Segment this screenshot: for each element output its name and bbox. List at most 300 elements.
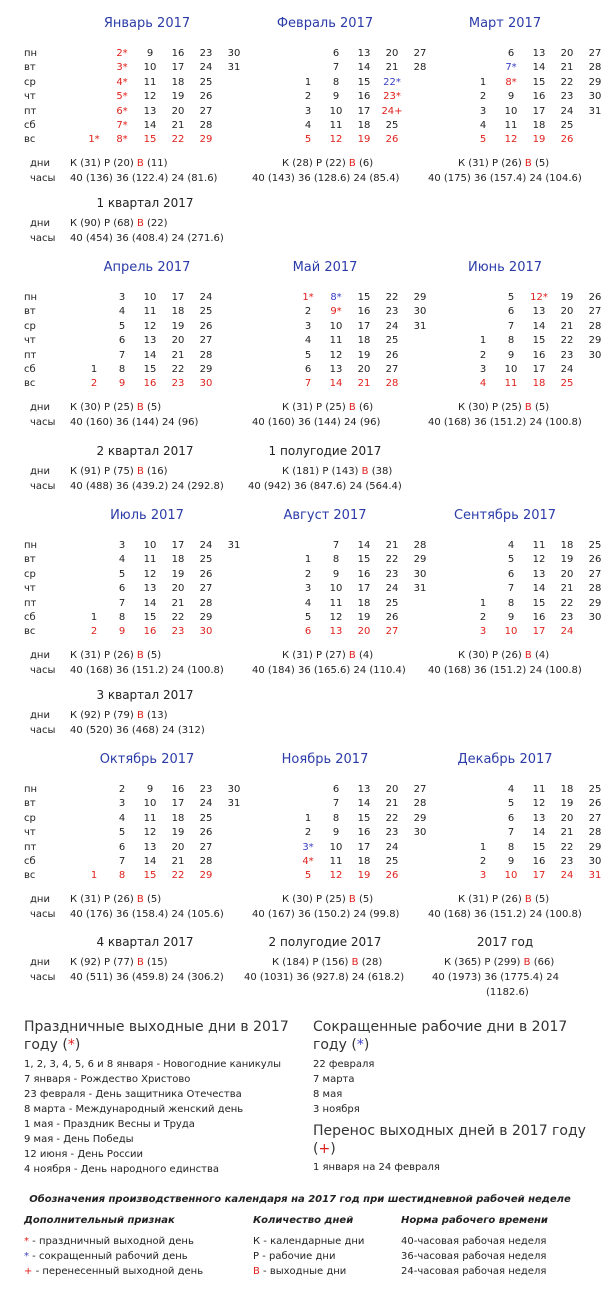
day-cell: 12 — [329, 349, 343, 361]
day-cell: 17 — [357, 841, 371, 853]
day-cell: 1 — [90, 363, 98, 375]
day-cell: 21 — [171, 119, 185, 131]
v-count: (22) — [147, 218, 168, 229]
month-hours-stat — [428, 907, 582, 922]
legend-item — [253, 1264, 364, 1279]
day-cell: 12 — [329, 611, 343, 623]
day-cell: 25 — [199, 306, 213, 318]
day-cell: 21 — [560, 320, 574, 332]
v-mark: В — [136, 650, 144, 661]
day-cell: 28 — [199, 119, 213, 131]
day-cell: 25 — [560, 119, 574, 131]
weekday-label: чт — [24, 91, 36, 103]
hours-values: 40 (143) 36 (128.6) 24 (85.4) — [252, 173, 400, 184]
month-hours-stat — [252, 171, 399, 186]
day-cell: 8* — [116, 134, 128, 146]
weekday-label: вс — [24, 378, 36, 390]
month-hours-stat — [252, 907, 399, 922]
day-cell: 2 — [90, 626, 98, 638]
day-cell: 21 — [171, 349, 185, 361]
holiday-item: 7 января - Рождество Христово — [24, 1074, 191, 1085]
day-cell: 13 — [532, 812, 546, 824]
month-title: Февраль 2017 — [276, 16, 374, 31]
p-count: Р (26) — [491, 650, 525, 661]
weekday-label: ср — [24, 568, 36, 580]
day-cell: 17 — [357, 105, 371, 117]
hours-values: 40 (176) 36 (158.4) 24 (105.6) — [70, 909, 224, 920]
day-cell: 25 — [588, 540, 602, 551]
day-cell: 23 — [171, 378, 185, 390]
holidays-list — [24, 1057, 281, 1177]
day-cell: 20 — [171, 105, 185, 117]
day-cell: 14 — [143, 349, 157, 361]
day-cell: 10 — [504, 105, 518, 117]
v-count: (15) — [147, 957, 168, 968]
weekday-label: пт — [24, 597, 37, 609]
v-mark: В — [348, 158, 356, 169]
year-hours — [432, 970, 559, 985]
day-cell: 14 — [143, 597, 157, 609]
day-cell: 24+ — [381, 105, 403, 117]
day-cell: 16 — [532, 349, 546, 361]
day-cell: 4* — [302, 855, 314, 867]
day-cell: 20 — [385, 48, 399, 59]
day-cell: 16 — [357, 827, 371, 839]
day-cell: 20 — [560, 568, 574, 580]
day-cell: 17 — [171, 540, 185, 551]
day-cell: 22 — [560, 335, 574, 347]
hours-values: 40 (168) 36 (151.2) 24 (100.8) — [428, 909, 582, 920]
hours-values: 40 (175) 36 (157.4) 24 (104.6) — [428, 173, 582, 184]
day-cell: 18 — [560, 784, 574, 795]
day-cell: 9 — [332, 827, 340, 839]
k-count: К (91) — [70, 466, 101, 477]
day-cell: 16 — [532, 611, 546, 623]
day-cell: 15 — [143, 134, 157, 146]
v-count: (28) — [361, 957, 383, 968]
h2-days — [272, 955, 382, 970]
weekday-label: сб — [24, 611, 36, 623]
legend-text: - перенесенный выходной день — [32, 1266, 204, 1277]
legend-item — [24, 1234, 203, 1249]
day-cell: 9 — [146, 784, 154, 795]
day-cell: 18 — [171, 306, 185, 318]
k-count: К (31) — [70, 650, 104, 661]
day-cell: 9 — [507, 611, 515, 623]
day-cell: 8 — [332, 554, 340, 566]
day-cell: 19 — [171, 827, 185, 839]
day-cell: 11 — [504, 378, 518, 390]
day-cell: 4 — [507, 784, 515, 795]
day-cell: 3 — [304, 320, 312, 332]
hours-values: (1182.6) — [486, 987, 529, 998]
v-count: (6) — [355, 402, 374, 413]
day-cell: 15 — [532, 841, 546, 853]
day-cell: 27 — [588, 48, 602, 59]
day-cell: 26 — [588, 554, 602, 566]
legend-text: 40-часовая рабочая неделя — [401, 1236, 547, 1247]
v-count: (5) — [531, 402, 550, 413]
day-cell: 8 — [507, 597, 515, 609]
day-cell: 30 — [199, 378, 213, 390]
k-count: К (31) — [282, 650, 316, 661]
k-count: К (92) — [70, 710, 101, 721]
day-cell: 22 — [385, 812, 399, 824]
day-cell: 23 — [560, 611, 574, 623]
day-cell: 11 — [143, 812, 157, 824]
day-cell: 3 — [118, 292, 126, 303]
hours-values: 40 (160) 36 (144) 24 (96) — [252, 417, 381, 428]
day-cell: 15 — [357, 292, 371, 303]
v-mark: В — [136, 957, 144, 968]
day-cell: 14 — [143, 119, 157, 131]
day-cell: 19 — [532, 134, 546, 146]
day-cell: 16 — [532, 855, 546, 867]
shortened-item: 7 марта — [313, 1074, 355, 1085]
v-count: (5) — [143, 402, 162, 413]
day-cell: 12 — [329, 134, 343, 146]
legend-text: - выходные дни — [259, 1266, 347, 1277]
days-label: дни — [30, 710, 50, 721]
day-cell: 15 — [357, 812, 371, 824]
hours-values: 40 (942) 36 (847.6) 24 (564.4) — [248, 481, 402, 492]
p-count: Р (26) — [103, 650, 137, 661]
day-cell: 6* — [116, 105, 128, 117]
day-cell: 28 — [588, 827, 602, 839]
day-cell: 16 — [143, 378, 157, 390]
hours-values: 40 (184) 36 (165.6) 24 (110.4) — [252, 665, 406, 676]
v-count: (6) — [355, 158, 374, 169]
day-cell: 18 — [171, 812, 185, 824]
day-cell: 5 — [118, 568, 126, 580]
day-cell: 18 — [560, 540, 574, 551]
day-cell: 27 — [199, 841, 213, 853]
v-count: (4) — [355, 650, 374, 661]
day-cell: 16 — [171, 784, 185, 795]
day-cell: 14 — [532, 62, 546, 74]
day-cell: 22 — [171, 134, 185, 146]
q2-days — [30, 464, 168, 479]
k-count: К (28) — [282, 158, 316, 169]
day-cell: 1 — [304, 812, 312, 824]
v-mark: В — [351, 957, 359, 968]
k-count: К (31) — [458, 158, 492, 169]
day-cell: 27 — [199, 583, 213, 595]
day-cell: 14 — [357, 798, 371, 810]
hours-values: 40 (168) 36 (151.2) 24 (100.8) — [428, 417, 582, 428]
shortened-heading-close: ) — [363, 1037, 370, 1053]
day-cell: 31 — [588, 870, 602, 882]
day-cell: 28 — [413, 798, 427, 810]
day-cell: 18 — [357, 855, 371, 867]
p-count: Р (26) — [491, 894, 525, 905]
holidays-heading-close: ) — [74, 1037, 81, 1053]
day-cell: 10 — [143, 540, 157, 551]
day-cell: 26 — [385, 134, 399, 146]
month-title: Январь 2017 — [103, 16, 191, 31]
days-label: дни — [30, 894, 50, 905]
v-mark: В — [348, 650, 356, 661]
day-cell: 6 — [118, 583, 126, 595]
legend-text: 36-часовая рабочая неделя — [401, 1251, 547, 1262]
day-cell: 17 — [171, 292, 185, 303]
legend-col2-list — [253, 1234, 364, 1279]
v-count: (66) — [533, 957, 555, 968]
year-hours-cont — [486, 985, 529, 1000]
day-cell: 17 — [357, 583, 371, 595]
day-cell: 19 — [171, 320, 185, 332]
day-cell: 2 — [479, 855, 487, 867]
day-cell: 19 — [357, 349, 371, 361]
day-cell: 26 — [385, 611, 399, 623]
day-cell: 6 — [332, 48, 340, 59]
day-cell: 30 — [588, 349, 602, 361]
hours-values: 40 (1031) 36 (927.8) 24 (618.2) — [244, 972, 405, 983]
day-cell: 5 — [507, 554, 515, 566]
p-count: Р (299) — [484, 957, 521, 968]
day-cell: 23 — [385, 306, 399, 318]
day-cell: 22 — [171, 611, 185, 623]
day-cell: 13 — [532, 306, 546, 318]
month-title: Апрель 2017 — [103, 260, 191, 275]
day-cell: 9 — [507, 855, 515, 867]
day-cell: 28 — [199, 855, 213, 867]
day-cell: 1 — [479, 76, 487, 88]
day-cell: 20 — [385, 784, 399, 795]
day-cell: 4 — [118, 812, 126, 824]
day-cell: 4 — [304, 119, 312, 131]
shortened-item: 8 мая — [313, 1089, 343, 1100]
day-cell: 23 — [199, 784, 213, 795]
day-cell: 5* — [116, 91, 128, 103]
day-cell: 16 — [357, 568, 371, 580]
legend-item — [401, 1249, 546, 1264]
holiday-item: 8 марта - Международный женский день — [24, 1104, 244, 1115]
day-cell: 2 — [304, 568, 312, 580]
legend-mark: В — [253, 1266, 260, 1277]
day-cell: 27 — [385, 626, 399, 638]
day-cell: 27 — [588, 568, 602, 580]
day-cell: 3 — [479, 105, 487, 117]
day-cell: 29 — [413, 554, 427, 566]
day-cell: 11 — [143, 306, 157, 318]
day-cell: 22 — [385, 554, 399, 566]
q4-title: 4 квартал 2017 — [96, 935, 194, 949]
day-cell: 12 — [143, 91, 157, 103]
day-cell: 17 — [532, 870, 546, 882]
k-count: К (30) — [282, 894, 316, 905]
hours-label: часы — [30, 481, 56, 492]
day-cell: 17 — [532, 626, 546, 638]
day-cell: 28 — [413, 540, 427, 551]
month-title: Май 2017 — [292, 260, 358, 275]
v-mark: В — [136, 894, 144, 905]
day-cell: 1 — [479, 597, 487, 609]
day-cell: 5 — [304, 870, 312, 882]
day-cell: 16 — [357, 91, 371, 103]
month-hours-stat — [30, 907, 224, 922]
day-cell: 8 — [332, 812, 340, 824]
month-title: Октябрь 2017 — [99, 752, 195, 767]
day-cell: 15 — [143, 870, 157, 882]
hours-values: 40 (454) 36 (408.4) 24 (271.6) — [70, 233, 224, 244]
day-cell: 31 — [227, 540, 241, 551]
q4-days — [30, 955, 168, 970]
day-cell: 25 — [385, 855, 399, 867]
day-cell: 26 — [199, 568, 213, 580]
day-cell: 10 — [143, 62, 157, 74]
k-count: К (30) — [458, 402, 492, 413]
p-count: Р (20) — [103, 158, 137, 169]
holiday-item: 1, 2, 3, 4, 5, 6 и 8 января - Новогодние каникулы — [24, 1059, 282, 1070]
day-cell: 18 — [532, 119, 546, 131]
day-cell: 13 — [357, 48, 371, 59]
q2-title: 2 квартал 2017 — [96, 444, 194, 458]
day-cell: 16 — [532, 91, 546, 103]
v-mark: В — [361, 466, 369, 477]
month-days-stat — [30, 648, 161, 663]
day-cell: 14 — [532, 320, 546, 332]
day-cell: 31 — [413, 583, 427, 595]
day-cell: 25 — [385, 335, 399, 347]
p-count: Р (143) — [322, 466, 359, 477]
shortened-item: 3 ноября — [313, 1104, 360, 1115]
month-hours-stat — [30, 663, 224, 678]
day-cell: 13 — [357, 784, 371, 795]
day-cell: 20 — [560, 812, 574, 824]
month-title: Июнь 2017 — [467, 260, 543, 275]
hours-label: часы — [30, 233, 56, 244]
day-cell: 26 — [588, 798, 602, 810]
month-hours-stat — [30, 171, 217, 186]
year-days — [444, 955, 554, 970]
day-cell: 28 — [413, 62, 427, 74]
month-days-stat — [282, 156, 373, 171]
v-mark: В — [348, 894, 356, 905]
month-days-stat — [458, 400, 549, 415]
month-hours-stat — [252, 663, 406, 678]
day-cell: 14 — [143, 855, 157, 867]
legend-col2-heading: Количество дней — [253, 1215, 354, 1226]
day-cell: 4* — [116, 76, 128, 88]
day-cell: 12 — [532, 798, 546, 810]
day-cell: 14 — [532, 827, 546, 839]
day-cell: 10 — [329, 583, 343, 595]
day-cell: 11 — [504, 119, 518, 131]
day-cell: 15 — [532, 335, 546, 347]
shortened-heading-text-2: году ( — [313, 1037, 357, 1053]
day-cell: 19 — [171, 568, 185, 580]
transfer-list — [313, 1160, 440, 1175]
month-hours-stat — [428, 415, 582, 430]
transfer-mark: + — [318, 1141, 331, 1157]
day-cell: 8 — [507, 841, 515, 853]
weekday-label: пн — [24, 784, 38, 795]
hours-values: 40 (520) 36 (468) 24 (312) — [70, 725, 205, 736]
day-cell: 23* — [383, 91, 401, 103]
weekday-label: пт — [24, 105, 37, 117]
transfer-item: 1 января на 24 февраля — [313, 1162, 440, 1173]
day-cell: 19 — [357, 870, 371, 882]
day-cell: 2 — [479, 611, 487, 623]
p-count: Р (26) — [103, 894, 137, 905]
day-cell: 13 — [532, 568, 546, 580]
day-cell: 15 — [532, 76, 546, 88]
month-hours-stat — [428, 171, 582, 186]
month-days-stat — [458, 892, 549, 907]
month-days-stat — [30, 400, 161, 415]
days-label: дни — [30, 158, 50, 169]
q3-hours — [30, 723, 205, 738]
day-cell: 1* — [88, 134, 100, 146]
p-count: Р (75) — [104, 466, 134, 477]
h1-hours — [248, 479, 402, 494]
k-count: К (31) — [282, 402, 316, 413]
day-cell: 5 — [507, 798, 515, 810]
day-cell: 2 — [304, 91, 312, 103]
q1-hours — [30, 231, 224, 246]
day-cell: 8* — [505, 76, 517, 88]
q4-hours — [30, 970, 224, 985]
v-count: (4) — [531, 650, 550, 661]
hours-label: часы — [30, 909, 56, 920]
day-cell: 14 — [329, 378, 343, 390]
day-cell: 13 — [143, 841, 157, 853]
day-cell: 30 — [588, 91, 602, 103]
day-cell: 4 — [507, 540, 515, 551]
v-count: (38) — [371, 466, 393, 477]
day-cell: 30 — [588, 855, 602, 867]
day-cell: 1* — [302, 292, 314, 303]
legend-mark: Р — [253, 1251, 260, 1262]
day-cell: 26 — [199, 91, 213, 103]
weekday-label: сб — [24, 363, 36, 375]
day-cell: 3 — [118, 798, 126, 810]
day-cell: 1 — [479, 841, 487, 853]
v-count: (16) — [147, 466, 168, 477]
holidays-heading — [24, 1018, 294, 1054]
q3-title: 3 квартал 2017 — [96, 688, 194, 702]
day-cell: 21 — [385, 798, 399, 810]
day-cell: 1 — [304, 76, 312, 88]
holidays-heading-text: Праздничные выходные дни в 2017 — [24, 1019, 289, 1035]
day-cell: 25 — [199, 554, 213, 566]
k-count: К (30) — [458, 650, 492, 661]
day-cell: 24 — [199, 540, 213, 551]
legend-item — [253, 1249, 364, 1264]
day-cell: 2 — [479, 91, 487, 103]
day-cell: 29 — [588, 597, 602, 609]
day-cell: 11 — [143, 554, 157, 566]
day-cell: 12* — [530, 292, 548, 303]
day-cell: 11 — [532, 540, 546, 551]
day-cell: 12 — [143, 568, 157, 580]
day-cell: 3 — [479, 626, 487, 638]
legend-item — [253, 1234, 364, 1249]
hours-values: 40 (160) 36 (144) 24 (96) — [70, 417, 199, 428]
v-mark: В — [524, 158, 532, 169]
day-cell: 2 — [90, 378, 98, 390]
day-cell: 4 — [304, 597, 312, 609]
hours-values: 40 (168) 36 (151.2) 24 (100.8) — [428, 665, 582, 676]
day-cell: 26 — [385, 870, 399, 882]
p-count: Р (25) — [103, 402, 137, 413]
day-cell: 3* — [116, 62, 128, 74]
day-cell: 7 — [507, 583, 515, 595]
day-cell: 14 — [357, 62, 371, 74]
day-cell: 13 — [329, 363, 343, 375]
weekday-label: вс — [24, 626, 36, 638]
